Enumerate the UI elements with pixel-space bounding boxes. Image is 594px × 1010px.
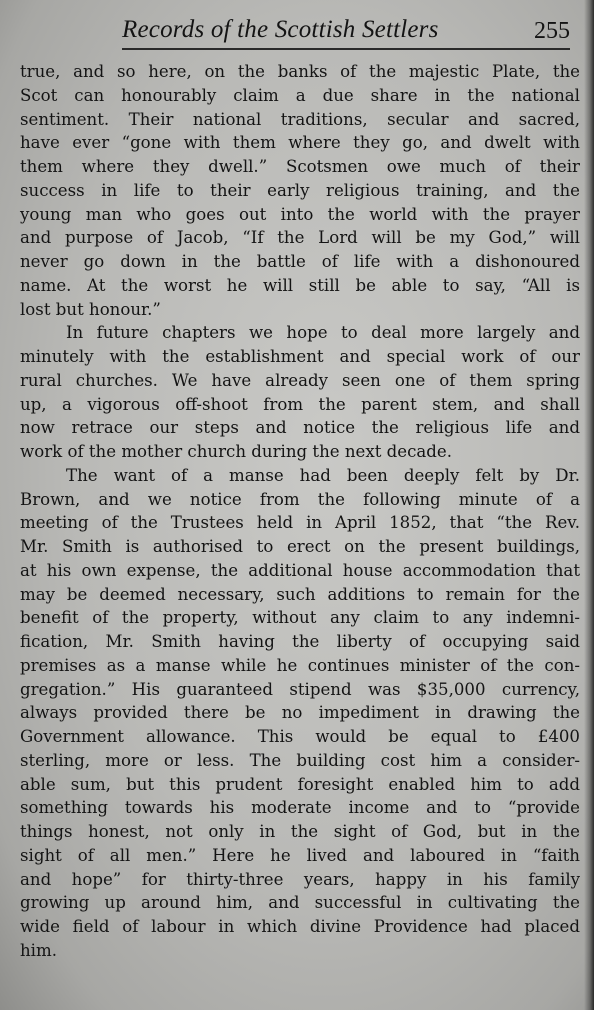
text-line: Government allowance. This would be equal to £400 (20, 727, 580, 746)
text-line: and hope” for thirty-three years, happy in his family (20, 869, 580, 889)
text-line: young man who goes out into the world with the prayer (20, 204, 580, 224)
text-line: Brown, and we notice from the following minute of a (20, 489, 580, 509)
text-line: wide field of labour in which divine Providence had placed (20, 917, 580, 936)
text-line: sterling, more or less. The building cost him a consider- (20, 750, 580, 770)
text-line: now retrace our steps and notice the religious life and (20, 418, 580, 438)
text-line: something towards his moderate income and to “provide (20, 798, 580, 818)
page-edge-shadow (584, 0, 594, 1010)
text-line: true, and so here, on the banks of the majestic Plate, the (20, 62, 580, 81)
text-line: always provided there be no impediment in drawing the (20, 703, 580, 723)
text-line: fication, Mr. Smith having the liberty of occupying said (20, 632, 580, 651)
running-title: Records of the Scottish Settlers (122, 16, 439, 43)
text-line: Scot can honourably claim a due share in the national (20, 85, 580, 105)
text-line: never go down in the battle of life with a dishonoured (20, 252, 580, 271)
text-line: gregation.” His guaranteed stipend was $35,000 currency, (20, 679, 580, 699)
text-line: rural churches. We have already seen one of them spring (20, 370, 580, 390)
text-line: up, a vigorous off-shoot from the parent stem, and shall (20, 394, 580, 414)
text-line: sentiment. Their national traditions, secular and sacred, (20, 109, 580, 129)
text-line: name. At the worst he will still be able to say, “All is (20, 275, 580, 295)
text-line: benefit of the property, without any claim to any indemni- (20, 608, 580, 628)
text-line: and purpose of Jacob, “If the Lord will be my God,” will (20, 228, 580, 248)
text-line: have ever “gone with them where they go, and dwelt with (20, 133, 580, 153)
text-line: sight of all men.” Here he lived and laboured in “faith (20, 845, 580, 865)
text-line: able sum, but this prudent foresight enabled him to add (20, 774, 580, 794)
text-line: Mr. Smith is authorised to erect on the present buildings, (20, 537, 580, 556)
text-line: premises as a manse while he continues minister of the con- (20, 655, 580, 675)
text-line: things honest, not only in the sight of God, but in the (20, 822, 580, 841)
page-header (122, 14, 574, 50)
text-line: In future chapters we hope to deal more largely and (66, 323, 580, 343)
body-text (20, 60, 580, 963)
page-number: 255 (534, 18, 570, 44)
text-line: him. (20, 940, 58, 960)
header-rule (122, 48, 570, 50)
text-line: at his own expense, the additional house accommodation that (20, 560, 580, 580)
text-line: them where they dwell.” Scotsmen owe much of their (20, 157, 580, 176)
text-line: growing up around him, and successful in cultivating the (20, 893, 580, 913)
text-line: may be deemed necessary, such additions to remain for the (20, 584, 580, 604)
text-line: meeting of the Trustees held in April 1852, that “the Rev. (20, 513, 580, 533)
text-line: lost but honour.” (20, 299, 161, 319)
text-line: success in life to their early religious training, and the (20, 180, 580, 200)
text-line: The want of a manse had been deeply felt by Dr. (66, 465, 580, 485)
text-line: work of the mother church during the next decade. (20, 442, 453, 461)
text-line: minutely with the establishment and special work of our (20, 347, 580, 366)
